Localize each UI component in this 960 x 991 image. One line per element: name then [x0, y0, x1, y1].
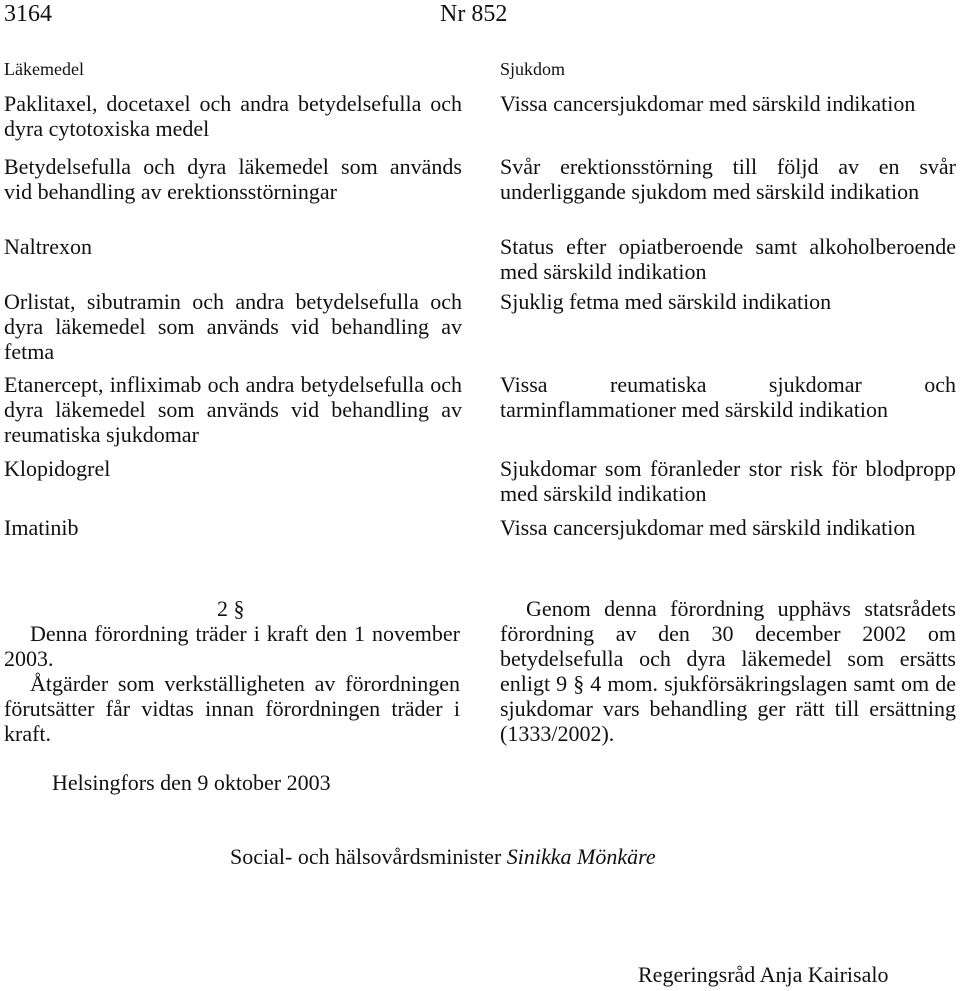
section-body	[4, 621, 460, 746]
minister-title: Social- och hälsovårdsminister	[230, 844, 507, 869]
measures-paragraph: Åtgärder som verkställigheten av förordningen förutsätter får vidtas innan förordningen träder i kraft.	[4, 671, 460, 746]
repeal-paragraph	[500, 596, 956, 746]
table-row-medicine: Naltrexon	[4, 234, 92, 259]
effective-date-paragraph: Denna förordning träder i kraft den 1 november 2003.	[4, 621, 460, 671]
minister-name: Sinikka Mönkäre	[506, 844, 656, 869]
table-row-medicine: Etanercept, infliximab och andra betydelsefulla och dyra läkemedel som används vid behandling av reumatiska sjukdomar	[4, 372, 462, 447]
table-row-disease: Vissa cancersjukdomar med särskild indikation	[500, 91, 916, 116]
table-row-medicine: Klopidogrel	[4, 456, 111, 481]
column-heading-medicine: Läkemedel	[4, 59, 84, 79]
table-row-disease: Sjuklig fetma med särskild indikation	[500, 289, 832, 314]
table-row-disease: Vissa reumatiska sjukdomar och tarminflammationer med särskild indikation	[500, 372, 956, 422]
table-row-medicine: Orlistat, sibutramin och andra betydelsefulla och dyra läkemedel som används vid behandling av fetma	[4, 289, 462, 364]
table-row-disease: Status efter opiatberoende samt alkoholberoende med särskild indikation	[500, 234, 956, 284]
issue-number: Nr 852	[440, 1, 508, 27]
table-row-disease: Sjukdomar som föranleder stor risk för blodpropp med särskild indikation	[500, 456, 956, 506]
table-row-disease: Svår erektionsstörning till följd av en svår underliggande sjukdom med särskild indikation	[500, 154, 956, 204]
signature-place-date: Helsingfors den 9 oktober 2003	[52, 770, 331, 795]
repeal-text: Genom denna förordning upphävs statsrådets förordning av den 30 december 2002 om betydelsefulla och dyra läkemedel som ersätts enligt 9 § 4 mom. sjukförsäkringslagen samt om de sjukdomar vars behandling ger rätt till ersättning (1333/2002).	[500, 596, 956, 746]
counsel-signature: Regeringsråd Anja Kairisalo	[638, 962, 889, 987]
table-row-disease: Vissa cancersjukdomar med särskild indikation	[500, 515, 916, 540]
table-row-medicine: Betydelsefulla och dyra läkemedel som används vid behandling av erektionsstörningar	[4, 154, 462, 204]
column-heading-disease: Sjukdom	[500, 59, 566, 79]
table-row-medicine: Imatinib	[4, 515, 79, 540]
minister-signature	[230, 844, 656, 869]
page-number: 3164	[4, 1, 52, 27]
table-row-medicine: Paklitaxel, docetaxel och andra betydelsefulla och dyra cytotoxiska medel	[4, 91, 462, 141]
section-mark: 2 §	[217, 596, 245, 621]
